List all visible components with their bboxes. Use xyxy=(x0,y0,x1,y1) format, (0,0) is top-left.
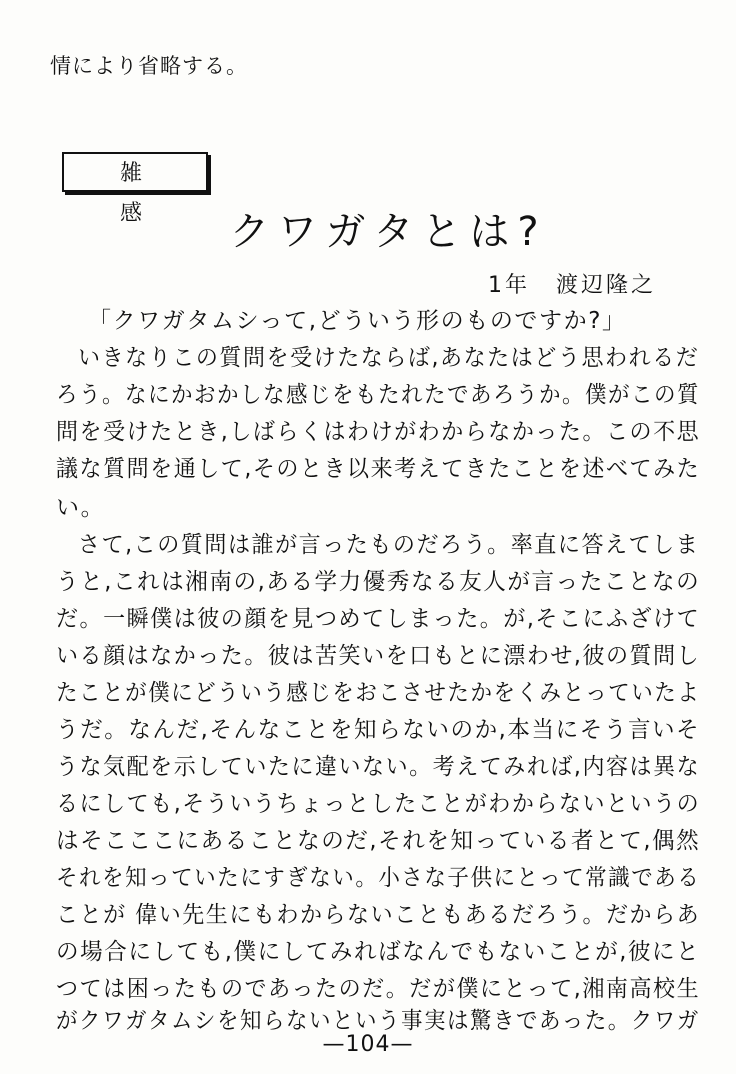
body-line: 議な質問を通して,そのとき以来考えてきたことを述べてみた xyxy=(56,456,701,482)
body-line: るにしても,そういうちょっとしたことがわからないというの xyxy=(56,791,701,817)
body-line: ことが 偉い先生にもわからないこともあるだろう。だからあ xyxy=(56,902,701,928)
article-title: クワガタとは? xyxy=(229,209,547,255)
body-line: 問を受けたとき,しばらくはわけがわからなかった。この不思 xyxy=(56,419,701,445)
page-number: —104— xyxy=(322,1032,414,1057)
body-line: ろう。なにかおかしな感じをもたれたであろうか。僕がこの質 xyxy=(56,382,701,408)
body-line: うと,これは湘南の,ある学力優秀なる友人が言ったことなの xyxy=(56,569,701,595)
body-line: うな気配を示していたに違いない。考えてみれば,内容は異な xyxy=(56,754,701,780)
body-line: いきなりこの質問を受けたならば,あなたはどう思われるだ xyxy=(78,345,700,371)
author-line: 1年 渡辺隆之 xyxy=(488,273,656,298)
body-line: たことが僕にどういう感じをおこさせたかをくみとっていたよ xyxy=(56,680,701,706)
body-line: 「クワガタムシって,どういう形のものですか?」 xyxy=(88,308,627,334)
top-line-text: 情により省略する。 xyxy=(50,54,248,78)
body-line: はそこここにあることなのだ,それを知っている者とて,偶然 xyxy=(56,828,701,854)
body-line: いる顔はなかった。彼は苦笑いを口もとに漂わせ,彼の質問し xyxy=(56,643,701,669)
category-label-box: 雑 感 xyxy=(62,152,208,192)
body-line: うだ。なんだ,そんなことを知らないのか,本当にそう言いそ xyxy=(56,717,701,743)
body-line: だ。一瞬僕は彼の顔を見つめてしまった。が,そこにふざけて xyxy=(56,606,701,632)
body-line: がクワガタムシを知らないという事実は驚きであった。クワガ xyxy=(56,1008,700,1034)
body-line: い。 xyxy=(56,495,106,521)
body-line: の場合にしても,僕にしてみればなんでもないことが,彼にと xyxy=(56,939,701,965)
body-line: それを知っていたにすぎない。小さな子供にとって常識である xyxy=(56,865,701,891)
body-line: さて,この質問は誰が言ったものだろう。率直に答えてしま xyxy=(78,532,700,558)
body-line: つては困ったものであったのだ。だが僕にとって,湘南高校生 xyxy=(56,976,701,1002)
